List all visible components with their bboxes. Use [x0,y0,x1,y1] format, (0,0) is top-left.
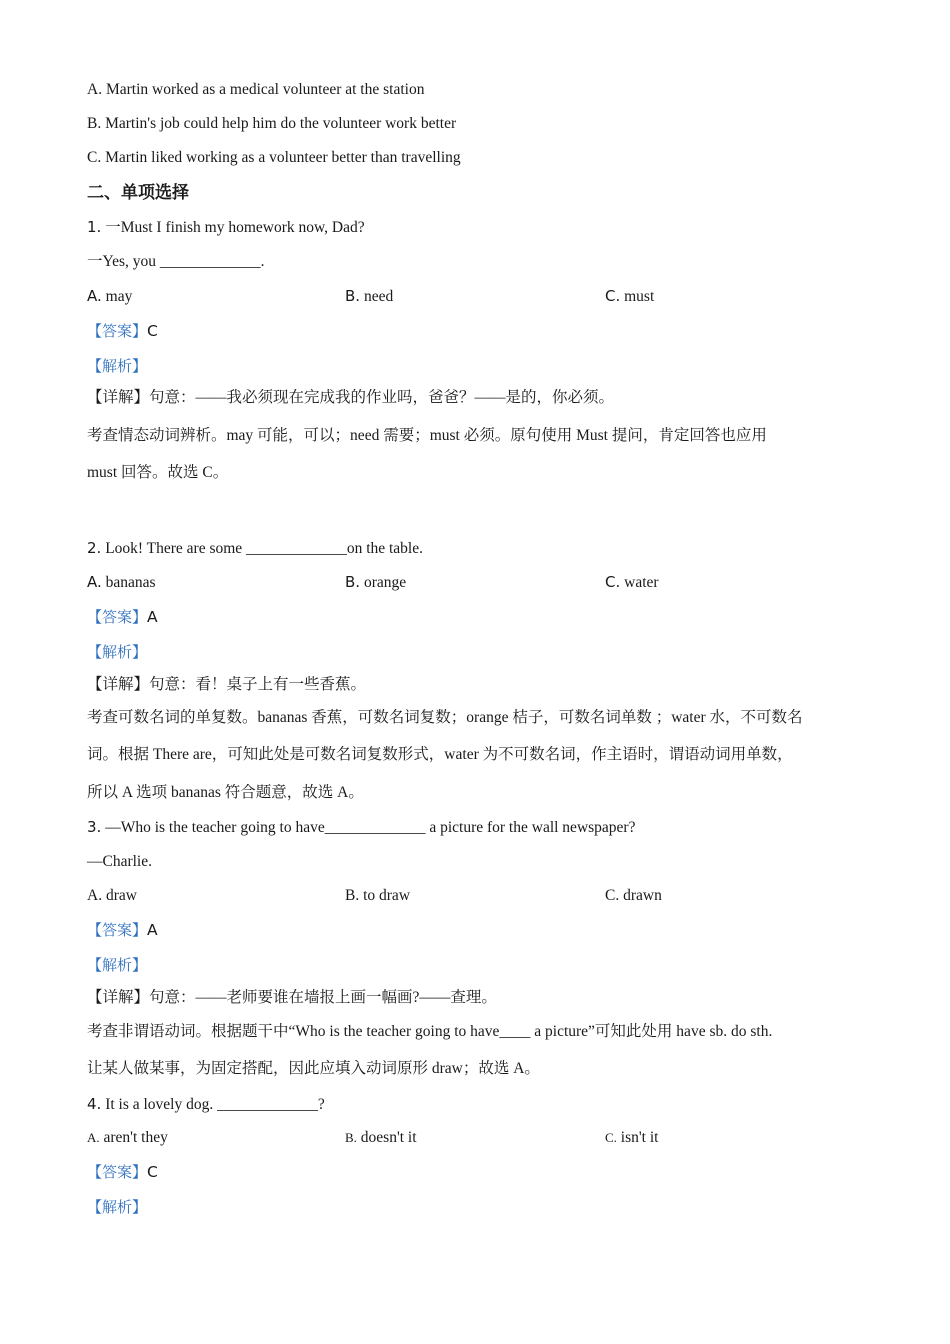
question-4-option-c: C. isn't it [605,1129,659,1146]
question-1-answer: 【答案】C [87,322,158,340]
question-3-answer: 【答案】A [87,921,158,939]
question-2-explanation-line-3: 所以 A 选项 bananas 符合题意，故选 A。 [87,784,364,801]
question-text: 一Must I finish my homework now, Dad? [101,219,365,236]
question-1-analysis-label: 【解析】 [87,357,148,375]
question-4-option-a: A. aren't they [87,1129,168,1146]
question-2-explanation-line-1: 考查可数名词的单复数。bananas 香蕉，可数名词复数；orange 桔子，可数名词单数 ；water 水，不可数名 [87,709,803,726]
question-number: 1. [87,218,102,236]
prev-option-c: C. Martin liked working as a volunteer better than travelling [87,149,461,166]
question-1-stem [87,216,365,239]
prev-option-b: B. Martin's job could help him do the volunteer work better [87,115,457,132]
question-3-explanation-line-2: 让某人做某事，为固定搭配，因此应填入动词原形 draw；故选 A。 [87,1060,540,1077]
question-3-analysis-label: 【解析】 [87,956,148,974]
question-2-answer: 【答案】A [87,608,158,626]
question-1-detail: 【详解】句意：——我必须现在完成我的作业吗，爸爸？——是的，你必须。 [87,389,615,406]
question-1-reply: 一Yes, you _____________. [87,253,265,270]
question-2-detail: 【详解】句意：看！桌子上有一些香蕉。 [87,676,367,693]
question-3-option-a: A. draw [87,887,137,904]
question-2-option-c: C. water [605,573,659,591]
question-3-detail: 【详解】句意：——老师要谁在墙报上画一幅画?——查理。 [87,989,497,1006]
question-2-option-a: A. bananas [87,573,156,591]
question-2-option-b: B. orange [345,573,407,591]
question-4-answer: 【答案】C [87,1163,158,1181]
question-3-explanation-line-1: 考查非谓语动词。根据题干中“Who is the teacher going to have____ a picture”可知此处用 have sb. do sth. [87,1023,773,1040]
question-4-analysis-label: 【解析】 [87,1198,148,1216]
question-1-option-a: A. may [87,287,133,305]
question-2-explanation-line-2: 词。根据 There are，可知此处是可数名词复数形式，water 为不可数名词，作主语时，谓语动词用单数， [87,746,793,763]
question-4-option-b: B. doesn't it [345,1129,417,1146]
question-4-stem: 4. It is a lovely dog. _____________? [87,1095,325,1113]
section-heading: 二、单项选择 [87,183,189,203]
question-1-option-c: C. must [605,287,655,305]
question-1-explanation-line-2: must 回答。故选 C。 [87,464,229,481]
question-3-reply: —Charlie. [87,853,152,870]
prev-option-a: A. Martin worked as a medical volunteer at the station [87,81,425,98]
question-1-option-b: B. need [345,287,394,305]
question-2-analysis-label: 【解析】 [87,643,148,661]
question-3-option-c: C. drawn [605,887,662,904]
question-2-stem: 2. Look! There are some _____________on the table. [87,539,423,557]
question-3-stem: 3. —Who is the teacher going to have_____________ a picture for the wall newspaper? [87,818,636,836]
question-1-explanation-line-1: 考查情态动词辨析。may 可能，可以；need 需要；must 必须。原句使用 Must 提问，肯定回答也应用 [87,427,767,444]
question-3-option-b: B. to draw [345,887,411,904]
